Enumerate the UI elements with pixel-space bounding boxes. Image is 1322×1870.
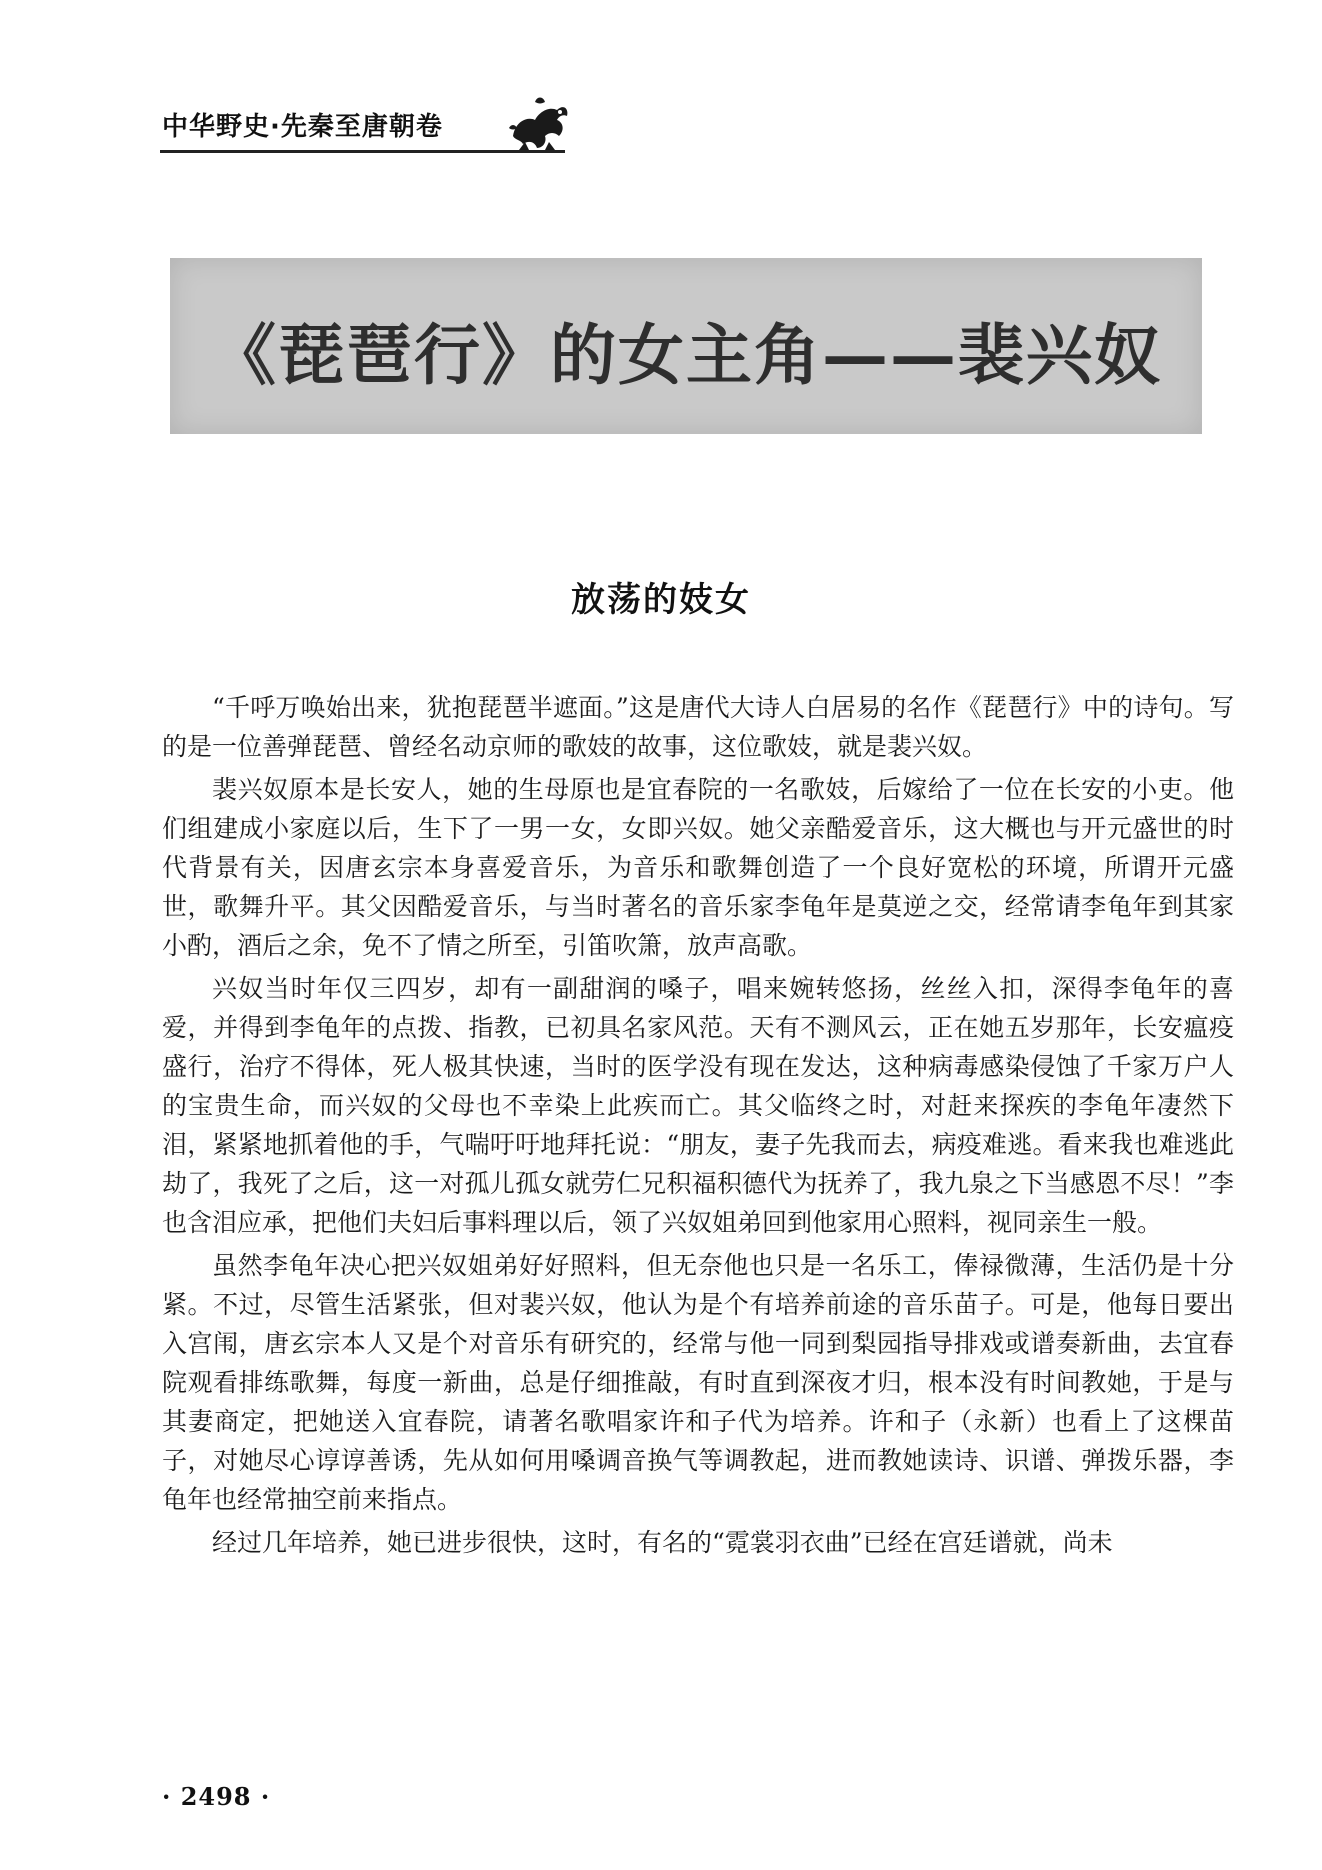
chapter-title: 《琵琶行》的女主角——裴兴奴 bbox=[210, 316, 1162, 394]
paragraph: 裴兴奴原本是长安人，她的生母原也是宜春院的一名歌妓，后嫁给了一位在长安的小吏。他们组建成小家庭以后，生下了一男一女，女即兴奴。她父亲酷爱音乐，这大概也与开元盛世的时代背景有关，因唐玄宗本身喜爱音乐，为音乐和歌舞创造了一个良好宽松的环境，所谓开元盛世，歌舞升平。其父因酷爱音乐，与当时著名的音乐家李龟年是莫逆之交，经常请李龟年到其家小酌，酒后之余，免不了情之所至，引笛吹箫，放声高歌。 bbox=[162, 775, 1234, 960]
paragraph: 兴奴当时年仅三四岁，却有一副甜润的嗓子，唱来婉转悠扬，丝丝入扣，深得李龟年的喜爱，并得到李龟年的点拨、指教，已初具名家风范。天有不测风云，正在她五岁那年，长安瘟疫盛行，治疗不得体，死人极其快速，当时的医学没有现在发达，这种病毒感染侵蚀了千家万户人的宝贵生命，而兴奴的父母也不幸染上此疾而亡。其父临终之时，对赶来探疾的李龟年凄然下泪，紧紧地抓着他的手，气喘吁吁地拜托说：“朋友，妻子先我而去，病疫难逃。看来我也难逃此劫了，我死了之后，这一对孤儿孤女就劳仁兄积福积德代为抚养了，我九泉之下当感恩不尽！”李也含泪应承，把他们夫妇后事料理以后，领了兴奴姐弟回到他家用心照料，视同亲生一般。 bbox=[162, 974, 1234, 1237]
page-number: · 2498 · bbox=[162, 1782, 271, 1811]
paragraph: 经过几年培养，她已进步很快，这时，有名的“霓裳羽衣曲”已经在宫廷谱就，尚未 bbox=[212, 1528, 1113, 1557]
section-heading: 放荡的妓女 bbox=[571, 580, 751, 620]
body-text bbox=[162, 688, 1234, 1566]
dragon-emblem-icon bbox=[505, 92, 573, 154]
running-header bbox=[160, 100, 560, 156]
paragraph: “千呼万唤始出来，犹抱琵琶半遮面。”这是唐代大诗人白居易的名作《琵琶行》中的诗句。写的是一位善弹琵琶、曾经名动京师的歌妓的故事，这位歌妓，就是裴兴奴。 bbox=[162, 693, 1234, 761]
chapter-title-banner bbox=[170, 258, 1202, 434]
paragraph: 虽然李龟年决心把兴奴姐弟好好照料，但无奈他也只是一名乐工，俸禄微薄，生活仍是十分紧。不过，尽管生活紧张，但对裴兴奴，他认为是个有培养前途的音乐苗子。可是，他每日要出入宫闱，唐玄宗本人又是个对音乐有研究的，经常与他一同到梨园指导排戏或谱奏新曲，去宜春院观看排练歌舞，每度一新曲，总是仔细推敲，有时直到深夜才归，根本没有时间教她，于是与其妻商定，把她送入宜春院，请著名歌唱家许和子代为培养。许和子（永新）也看上了这棵苗子，对她尽心谆谆善诱，先从如何用嗓调音换气等调教起，进而教她读诗、识谱、弹拨乐器，李龟年也经常抽空前来指点。 bbox=[162, 1251, 1234, 1514]
running-header-title: 中华野史·先秦至唐朝卷 bbox=[162, 112, 443, 142]
